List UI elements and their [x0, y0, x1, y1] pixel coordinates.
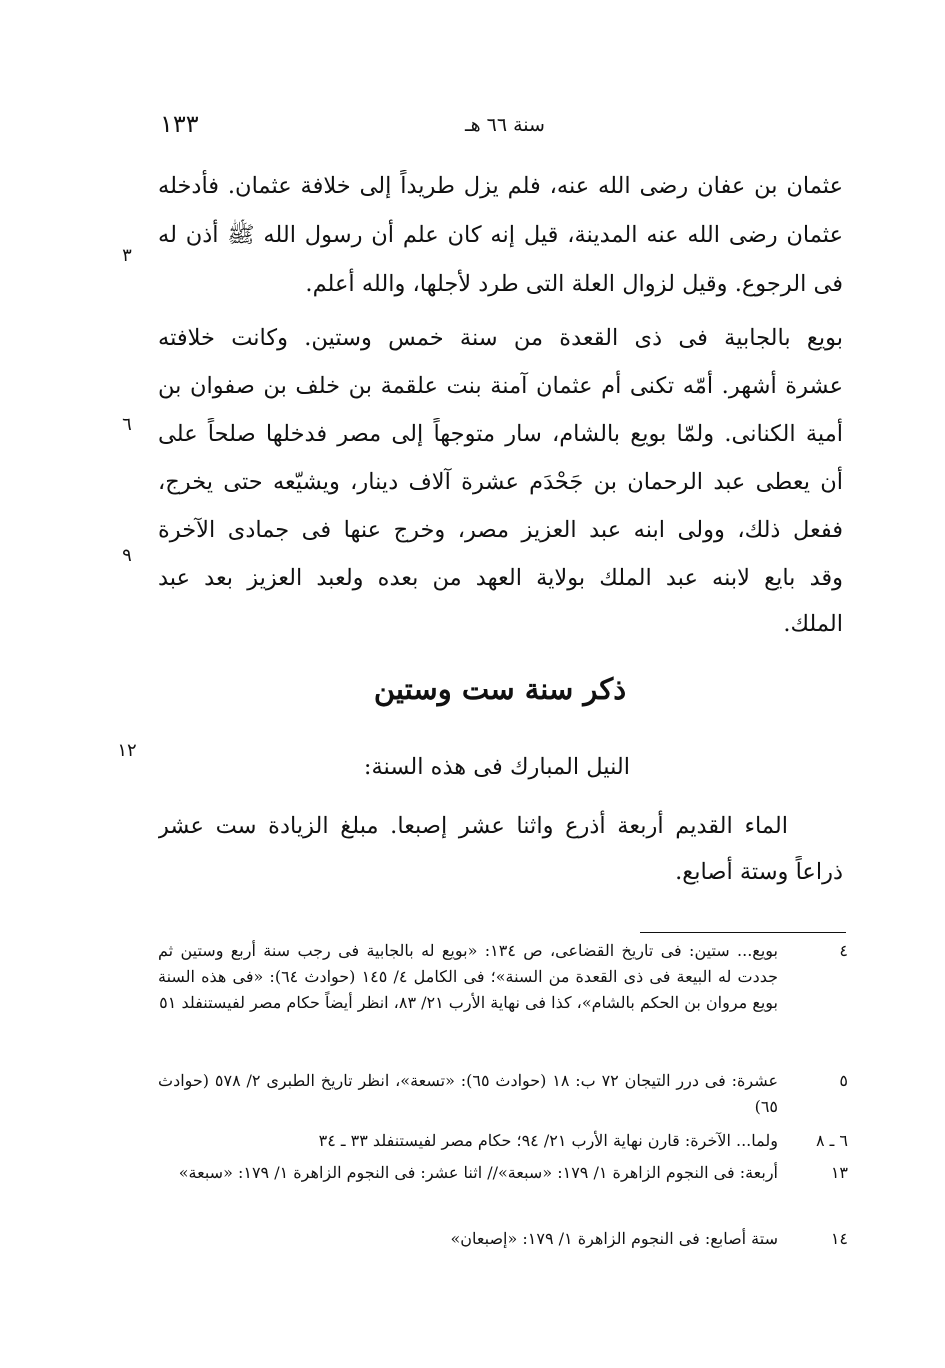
body-line: أمية الكنانى. ولمّا بويع بالشام، سار متوجهاً إلى مصر فدخلها صلحاً على [158, 421, 843, 447]
footnote-text: بويع... ستين: فى تاريخ القضاعى، ص ١٣٤: «بويع له بالجابية فى رجب سنة أربع وستين ثم جددت له البيعة فى ذى القعدة من السنة»؛ فى الكامل ٤/ ١٤٥ (حوادث ٦٤): «فى هذه السنة بويع مروان بن الحكم بالشام»، كذا فى نهاية الأرب ٢١/ ٨٣، انظر أيضاً حكام مصر لفيستنفلد ٥١ [158, 941, 779, 1012]
body-line: فى الرجوع. وقيل لزوال العلة التى طرد لأجلها، والله أعلم. [305, 271, 843, 297]
section-subheading: النيل المبارك فى هذه السنة: [363, 754, 630, 780]
footnote-text: ستة أصابع: فى النجوم الزاهرة ١/ ١٧٩: «إصبعان» [450, 1229, 778, 1248]
footnote-ref: ١٣ [830, 1163, 848, 1182]
footnote-ref: ٤ [839, 941, 848, 960]
footnote-ref: ٥ [839, 1071, 848, 1090]
line-number: ٦ [122, 414, 132, 435]
footnote-ref: ١٤ [830, 1229, 848, 1248]
body-line: الملك. [783, 611, 843, 637]
body-line: أن يعطى عبد الرحمان بن جَحْدَم عشرة آلاف دينار، ويشيّعه حتى يخرج، [158, 469, 843, 495]
footnote-divider [640, 932, 846, 933]
footnote-text: عشرة: فى درر التيجان ٧٢ ب: ١٨ (حوادث ٦٥): «تسعة»، انظر تاريخ الطبرى ٢/ ٥٧٨ (حوادث ٦٥) [158, 1071, 779, 1116]
body-line: بويع بالجابية فى ذى القعدة من سنة خمس وستين. وكانت خلافته [158, 325, 843, 351]
section-line: الماء القديم أربعة أذرع واثنا عشر إصبعا. مبلغ الزيادة ست عشر [158, 813, 788, 839]
body-line: وقد بايع لابنه عبد الملك بولاية العهد من بعده ولعبد العزيز بعد عبد [158, 565, 843, 591]
body-line: ففعل ذلك، وولى ابنه عبد العزيز مصر، وخرج عنها فى جمادى الآخرة [158, 517, 843, 543]
footnote-ref: ٦ ـ ٨ [815, 1131, 848, 1150]
line-number: ١٢ [117, 740, 137, 761]
body-line: عشرة أشهر. أمّه تكنى أم عثمان آمنة بنت علقمة بن خلف بن صفوان بن [158, 373, 843, 399]
section-heading: ذكر سنة ست وستين [373, 672, 627, 706]
line-number: ٣ [122, 245, 132, 266]
page-number: ١٣٣ [160, 110, 199, 138]
section-line: ذراعاً وستة أصابع. [675, 859, 843, 885]
footnote-text: ولما... الآخرة: قارن نهاية الأرب ٢١/ ٩٤؛ حكام مصر لفيستنفلد ٣٣ ـ ٣٤ [318, 1131, 778, 1150]
footnote-text: أربعة: فى النجوم الزاهرة ١/ ١٧٩: «سبعة»// اثنا عشر: فى النجوم الزاهرة ١/ ١٧٩: «سبعة» [178, 1163, 778, 1182]
line-number: ٩ [122, 545, 132, 566]
running-title: سنة ٦٦ هـ [465, 114, 545, 136]
body-line: عثمان بن عفان رضى الله عنه، فلم يزل طريداً إلى خلافة عثمان. فأدخله [158, 173, 843, 199]
body-line: عثمان رضى الله عنه المدينة، قيل إنه كان علم أن رسول الله ﷺ أذن له [158, 222, 843, 248]
